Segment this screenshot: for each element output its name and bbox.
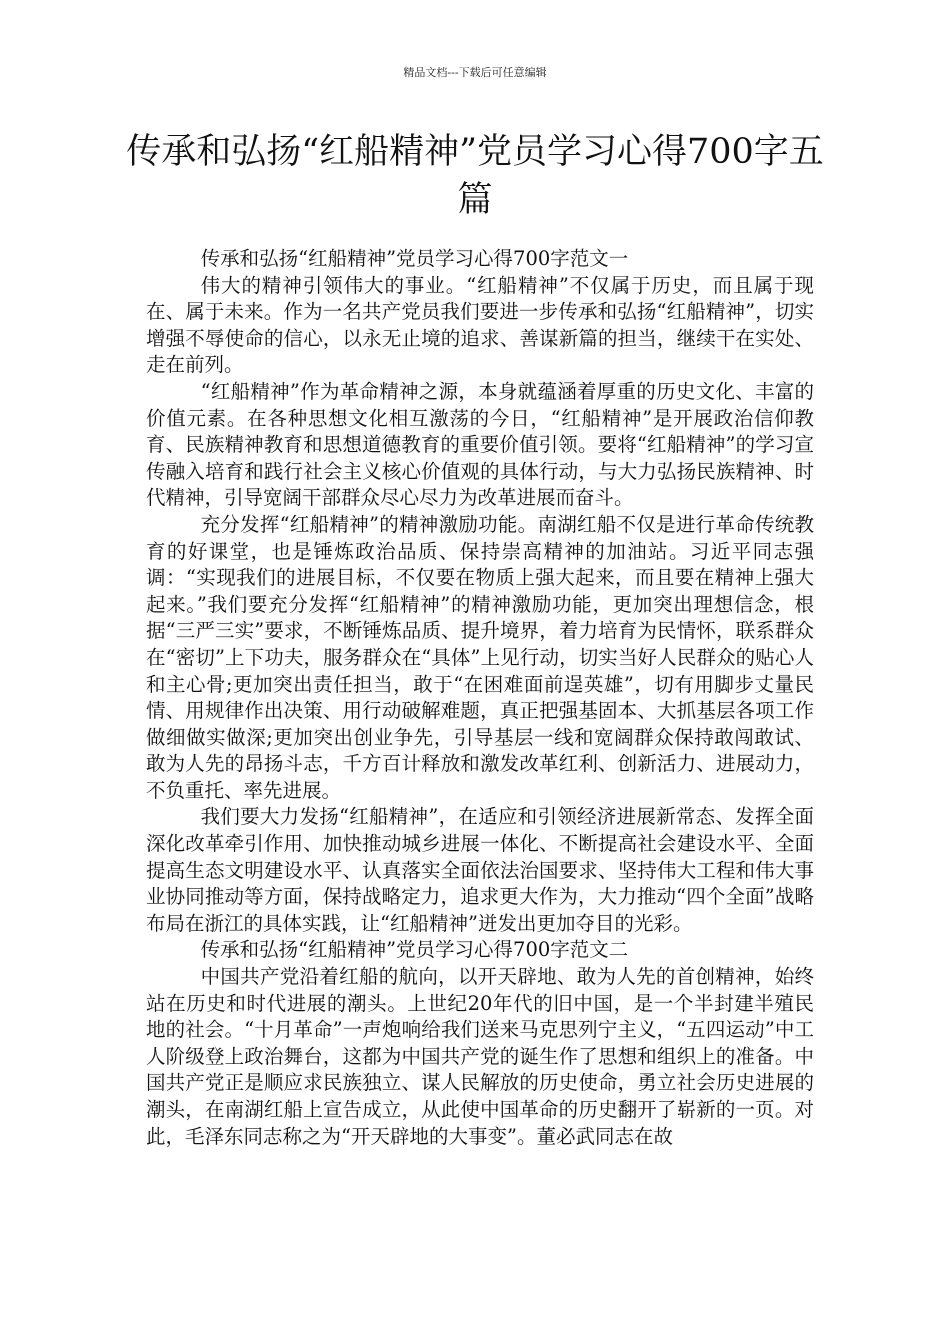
section-heading-1: 传承和弘扬“红船精神”党员学习心得700字范文一 xyxy=(200,247,629,270)
paragraph: 充分发挥“红船精神”的精神激励功能。南湖红船不仅是进行革命传统教育的好课堂，也是锤炼政治品质、保持崇高精神的加油站。习近平同志强调：“实现我们的进展目标，不仅要在物质上强大起来，而且要在精神上强大起来。”我们要充分发挥“红船精神”的精神激励功能，更加突出理想信念，根据“三严三实”要求，不断锤炼品质、提升境界，着力培育为民情怀，联系群众在“密切”上下功夫，服务群众在“具体”上见行动，切实当好人民群众的贴心人和主心骨;更加突出责任担当，敢于“在困难面前逞英雄”，切有用脚步丈量民情、用规律作出决策、用行动破解难题，真正把强基固本、大抓基层各项工作做细做实做深;更加突出创业争先，引导基层一线和宽阔群众保持敢闯敢试、敢为人先的昂扬斗志，千方百计释放和激发改革红利、创新活力、进展动力，不负重托、率先进展。 xyxy=(146,512,814,802)
section-heading-2: 传承和弘扬“红船精神”党员学习心得700字范文二 xyxy=(200,938,629,962)
paragraph: 我们要大力发扬“红船精神”，在适应和引领经济进展新常态、发挥全面深化改革牵引作用、加快推动城乡进展一体化、不断提高社会建设水平、全面提高生态文明建设水平、认真落实全面依法治国要求、坚持伟大工程和伟大事业协同推动等方面，保持战略定力，追求更大作为，大力推动“四个全面”战略布局在浙江的具体实践，让“红船精神”迸发出更加夺目的光彩。 xyxy=(146,805,814,935)
paragraph: “红船精神”作为革命精神之源，本身就蕴涵着厚重的历史文化、丰富的价值元素。在各种思想文化相互激荡的今日，“红船精神”是开展政治信仰教育、民族精神教育和思想道德教育的重要价值引领。要将“红船精神”的学习宣传融入培育和践行社会主义核心价值观的具体行动，与大力弘扬民族精神、时代精神，引导宽阔干部群众尽心尽力为改革进展而奋斗。 xyxy=(146,379,814,510)
header-note: 精品文档---下载后可任意编辑 xyxy=(403,66,547,79)
paragraph: 中国共产党沿着红船的航向，以开天辟地、敢为人先的首创精神，始终站在历史和时代进展的潮头。上世纪20年代的旧中国，是一个半封建半殖民地的社会。“十月革命”一声炮响给我们送来马克思列宁主义，“五四运动”中工人阶级登上政治舞台，这都为中国共产党的诞生作了思想和组织上的准备。中国共产党正是顺应求民族独立、谋人民解放的历史使命，勇立社会历史进展的潮头，在南湖红船上宣告成立，从此使中国革命的历史翻开了崭新的一页。对此，毛泽东同志称之为“开天辟地的大事变”。董必武同志在故 xyxy=(146,965,814,1148)
paragraph: 伟大的精神引领伟大的事业。“红船精神”不仅属于历史，而且属于现在、属于未来。作为一名共产党员我们要进一步传承和弘扬“红船精神”，切实增强不辱使命的信心，以永无止境的追求、善谋新篇的担当，继续干在实处、走在前列。 xyxy=(146,273,814,377)
document-title: 传承和弘扬“红船精神”党员学习心得700字五篇 xyxy=(126,132,824,220)
document-body xyxy=(146,246,814,1150)
